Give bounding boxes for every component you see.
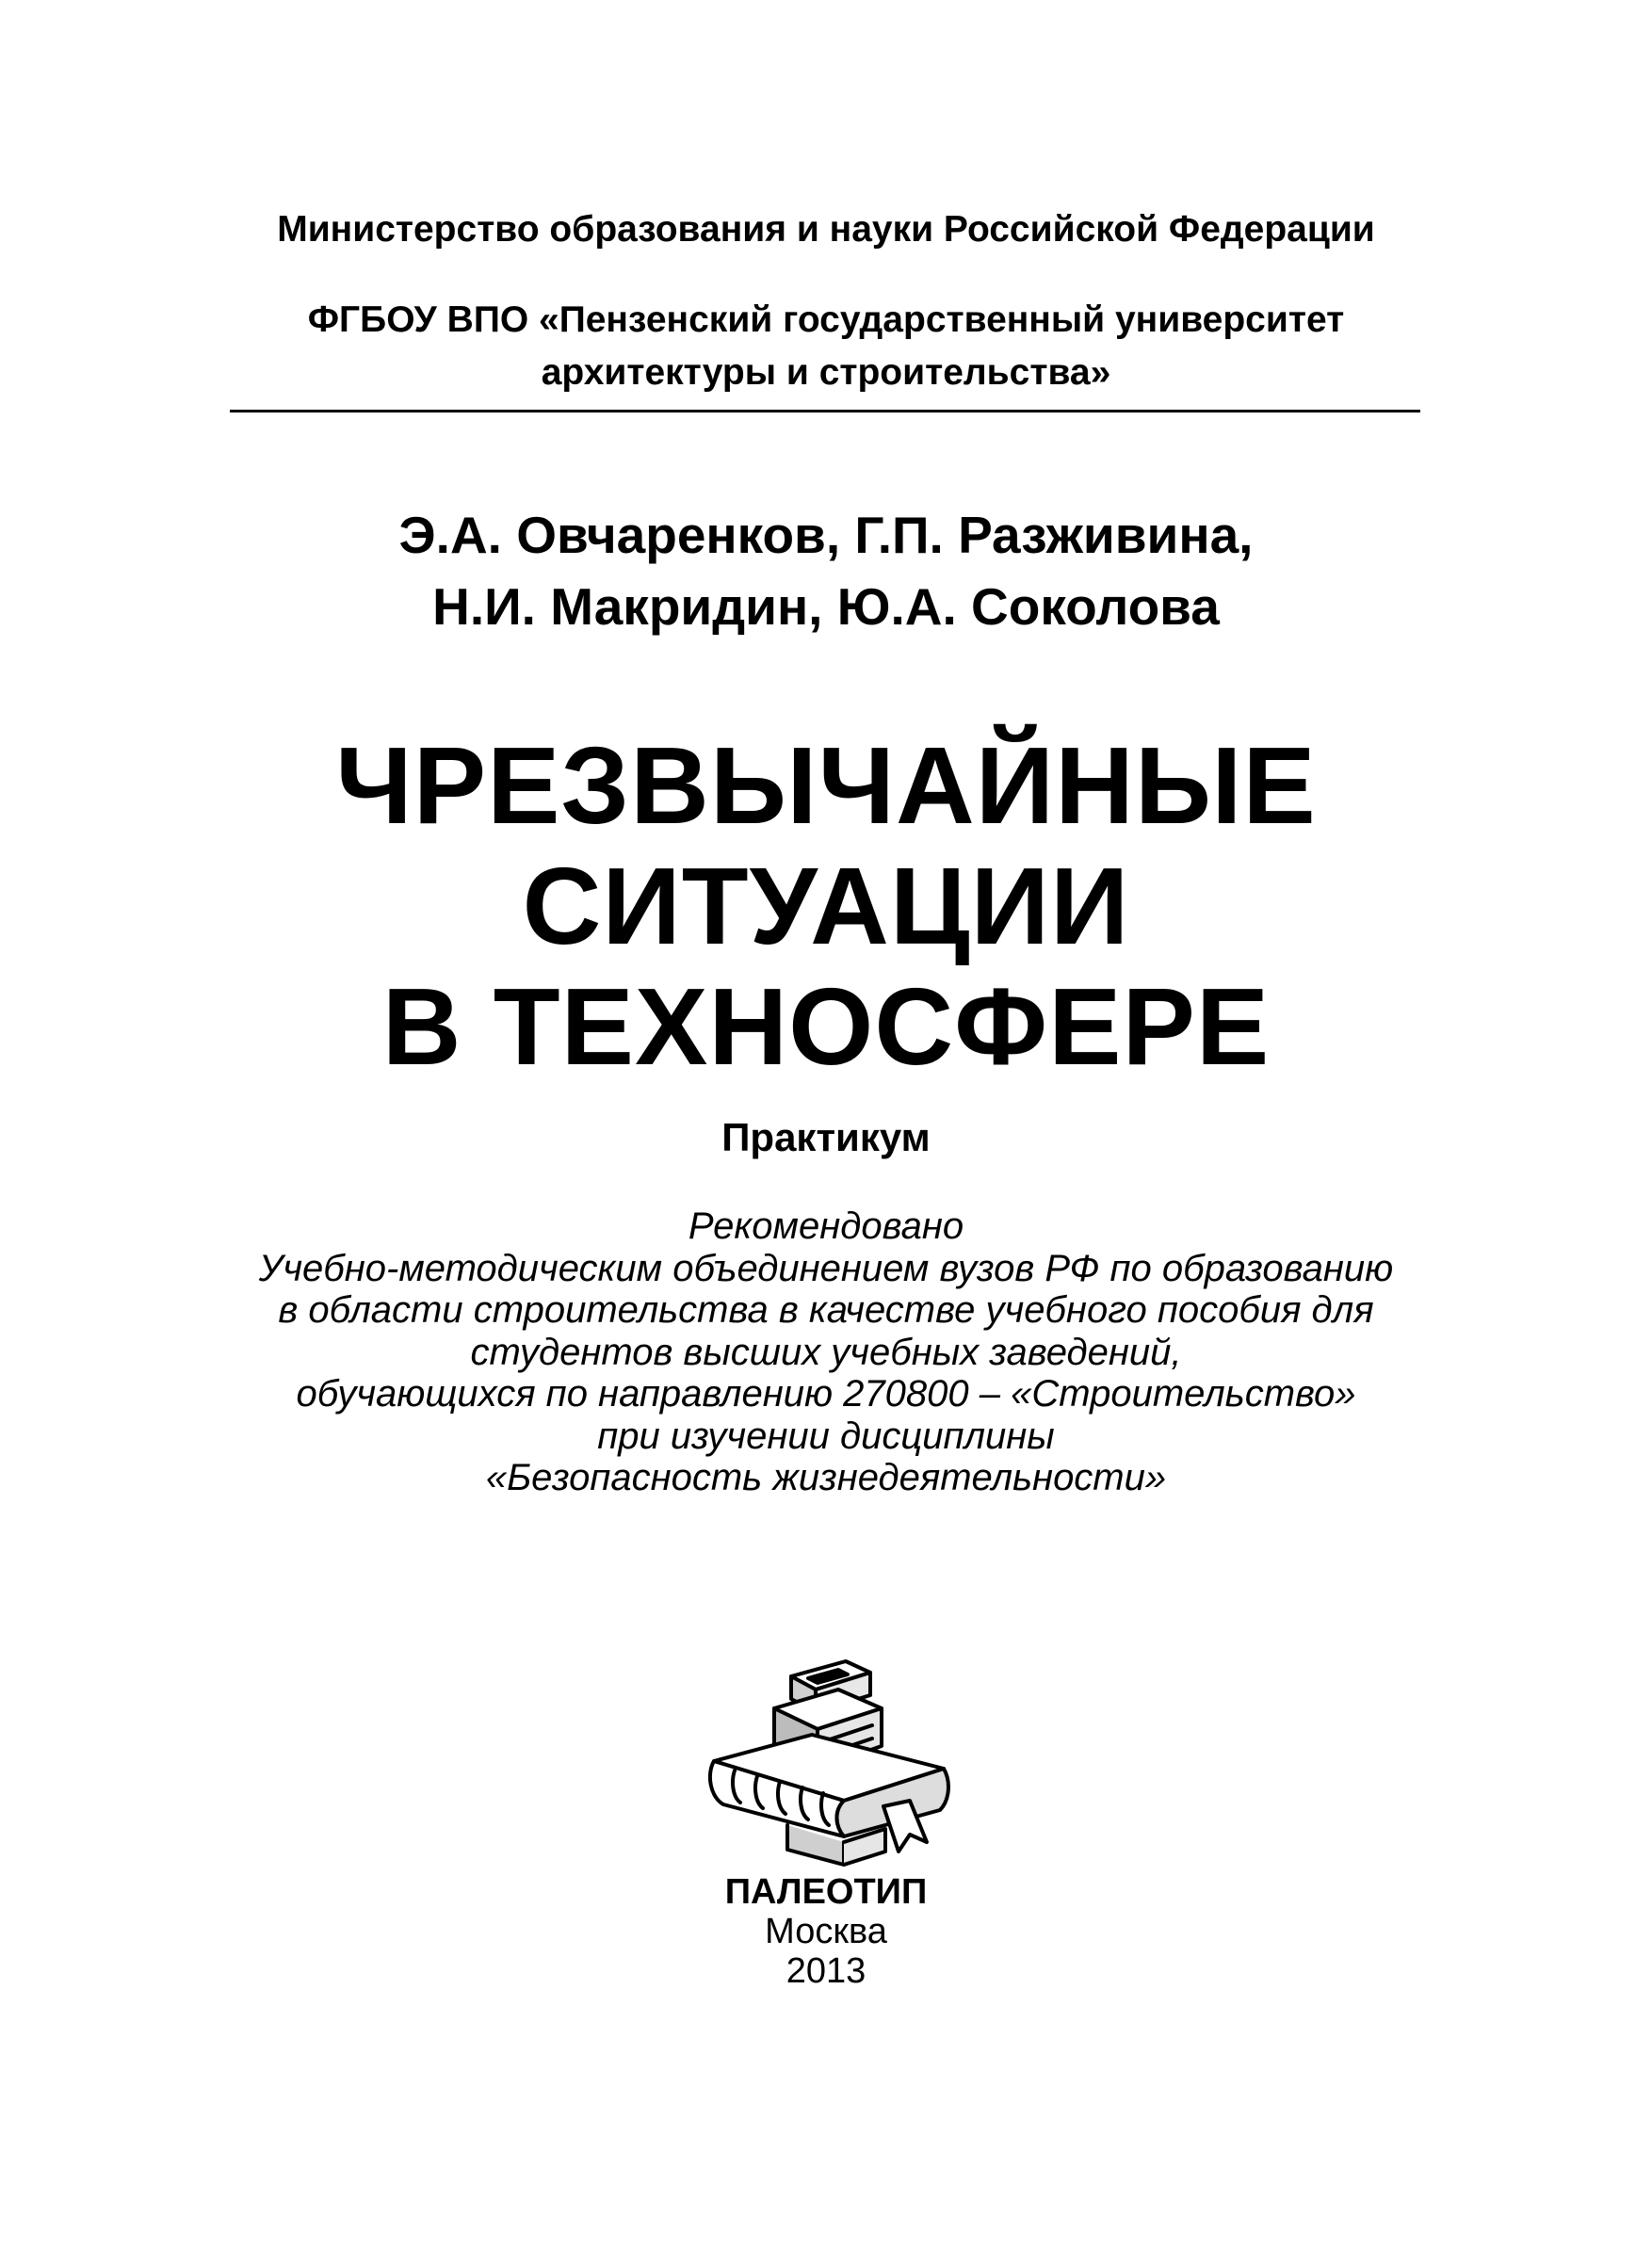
books-logo-icon <box>697 1650 961 1876</box>
title-line-2: СИТУАЦИИ <box>522 845 1130 967</box>
publisher-name <box>0 1869 1652 1915</box>
recommendation-line-1: Рекомендовано <box>688 1205 964 1247</box>
authors-line-1: Э.А. Овчаренков, Г.П. Разживина, <box>398 506 1254 564</box>
recommendation <box>0 1205 1652 1499</box>
recommendation-line-4: студентов высших учебных заведений, <box>470 1331 1182 1373</box>
ministry-name <box>0 205 1652 254</box>
book-subtitle <box>0 1111 1652 1164</box>
university-line-1: ФГБОУ ВПО «Пензенский государственный университет <box>307 299 1345 340</box>
year-text: 2013 <box>786 1951 866 1991</box>
title-line-1: ЧРЕЗВЫЧАЙНЫЕ <box>335 724 1317 847</box>
publication-year <box>0 1949 1652 1993</box>
recommendation-line-5: обучающихся по направлению 270800 – «Строительство» <box>296 1373 1356 1415</box>
university-name <box>0 294 1652 399</box>
recommendation-line-2: Учебно-методическим объединением вузов РФ по образованию <box>258 1247 1394 1289</box>
subtitle-text: Практикум <box>721 1115 931 1159</box>
book-title <box>0 725 1652 1087</box>
ministry-text: Министерство образования и науки Российской Федерации <box>277 209 1375 250</box>
title-line-3: В ТЕХНОСФЕРЕ <box>381 965 1271 1088</box>
recommendation-line-3: в области строительства в качестве учебного пособия для <box>278 1289 1374 1331</box>
publisher-text: ПАЛЕОТИП <box>724 1872 928 1912</box>
recommendation-line-6: при изучении дисциплины <box>597 1415 1055 1457</box>
header-divider <box>230 410 1420 412</box>
recommendation-line-7: «Безопасность жизнедеятельности» <box>485 1457 1167 1498</box>
authors <box>0 499 1652 642</box>
university-line-2: архитектуры и строительства» <box>541 352 1111 393</box>
authors-line-2: Н.И. Макридин, Ю.А. Соколова <box>432 577 1220 636</box>
city-text: Москва <box>765 1912 887 1951</box>
publication-city <box>0 1910 1652 1953</box>
